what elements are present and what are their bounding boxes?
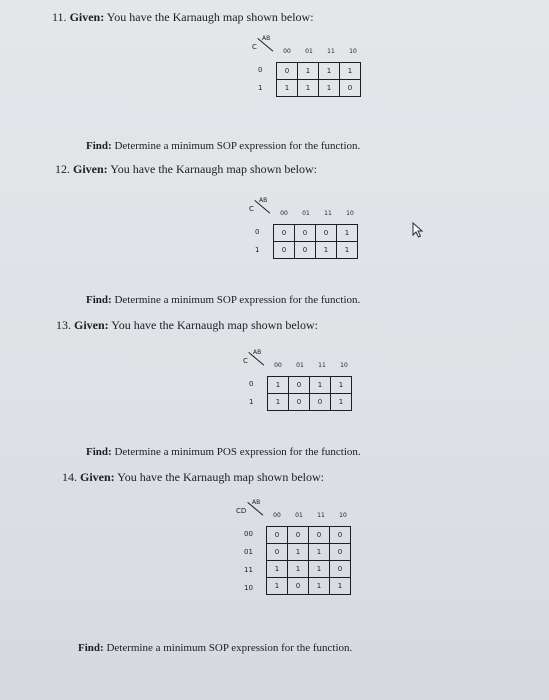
kmap-row-label: 01 (244, 548, 253, 556)
kmap-row (277, 63, 361, 80)
problem-13-given-line (56, 318, 318, 333)
kmap-column-header: 10 (340, 362, 348, 369)
kmap-cell: 1 (319, 80, 340, 97)
kmap-cell: 1 (331, 394, 352, 411)
given-text: You have the Karnaugh map shown below: (106, 10, 314, 24)
problem-11-given-line (52, 10, 314, 25)
kmap-top-variable: AB (252, 499, 261, 506)
kmap-column-header: 10 (346, 210, 354, 217)
kmap-cell: 1 (340, 63, 361, 80)
kmap-row-label: 0 (255, 228, 260, 236)
kmap-cell: 1 (298, 80, 319, 97)
kmap-column-header: 01 (296, 362, 304, 369)
problem-number: 12. (55, 162, 70, 176)
kmap-cell: 0 (289, 377, 310, 394)
kmap-row-label: 1 (255, 246, 260, 254)
kmap-cell: 0 (309, 527, 330, 544)
kmap-row-label: 00 (244, 530, 253, 538)
problem-14-find-line (78, 642, 352, 654)
kmap-cell: 1 (319, 63, 340, 80)
problem-number: 13. (56, 318, 71, 332)
kmap-top-variable: AB (262, 35, 271, 42)
kmap-13 (243, 349, 352, 411)
kmap-cell: 0 (288, 578, 309, 595)
find-text: Determine a minimum SOP expression for the function. (114, 294, 361, 306)
kmap-12 (249, 197, 358, 259)
kmap-grid (273, 224, 358, 259)
kmap-column-header: 01 (302, 210, 310, 217)
kmap-grid (266, 526, 351, 595)
kmap-column-header: 11 (318, 362, 326, 369)
kmap-cell: 0 (274, 225, 295, 242)
given-label: Given: (74, 318, 109, 332)
kmap-cell: 1 (267, 561, 288, 578)
kmap-cell: 1 (310, 377, 331, 394)
kmap-row-label: 11 (244, 566, 253, 574)
kmap-cell: 1 (309, 578, 330, 595)
kmap-column-header: 00 (280, 210, 288, 217)
kmap-column-header: 01 (305, 48, 313, 55)
kmap-row (267, 578, 351, 595)
kmap-cell: 0 (340, 80, 361, 97)
find-label: Find: (86, 140, 112, 152)
kmap-grid (267, 376, 352, 411)
kmap-cell: 0 (295, 242, 316, 259)
kmap-column-header: 00 (274, 362, 282, 369)
kmap-row-label: 0 (258, 66, 263, 74)
find-text: Determine a minimum POS expression for the function. (114, 446, 361, 458)
kmap-cell: 1 (268, 394, 289, 411)
kmap-column-header: 01 (295, 512, 303, 519)
kmap-cell: 1 (330, 578, 351, 595)
kmap-cell: 1 (288, 561, 309, 578)
kmap-cell: 0 (330, 544, 351, 561)
kmap-row (267, 544, 351, 561)
given-label: Given: (80, 470, 115, 484)
kmap-row-label: 10 (244, 584, 253, 592)
find-label: Find: (78, 642, 104, 654)
kmap-row (274, 225, 358, 242)
kmap-top-variable: AB (253, 349, 262, 356)
kmap-row (268, 377, 352, 394)
find-text: Determine a minimum SOP expression for the function. (106, 642, 353, 654)
kmap-cell: 1 (337, 225, 358, 242)
kmap-cell: 1 (309, 544, 330, 561)
kmap-top-variable: AB (259, 197, 268, 204)
kmap-side-variable: CD (236, 507, 247, 515)
find-label: Find: (86, 446, 112, 458)
kmap-cell: 0 (267, 527, 288, 544)
kmap-cell: 1 (288, 544, 309, 561)
given-label: Given: (73, 162, 108, 176)
kmap-column-header: 11 (327, 48, 335, 55)
kmap-cell: 1 (309, 561, 330, 578)
kmap-column-header: 10 (339, 512, 347, 519)
given-text: You have the Karnaugh map shown below: (117, 470, 324, 484)
kmap-row (277, 80, 361, 97)
kmap-side-variable: C (243, 357, 248, 365)
mouse-pointer-icon (411, 222, 425, 243)
kmap-column-header: 11 (317, 512, 325, 519)
problem-number: 14. (62, 470, 77, 484)
kmap-cell: 1 (268, 377, 289, 394)
kmap-cell: 0 (277, 63, 298, 80)
given-text: You have the Karnaugh map shown below: (111, 318, 318, 332)
kmap-row (267, 527, 351, 544)
kmap-14 (236, 499, 351, 595)
find-label: Find: (86, 294, 112, 306)
kmap-cell: 0 (310, 394, 331, 411)
kmap-column-header: 00 (283, 48, 291, 55)
problem-14-given-line (62, 470, 324, 485)
kmap-row-label: 0 (249, 380, 254, 388)
kmap-cell: 1 (298, 63, 319, 80)
kmap-grid (276, 62, 361, 97)
kmap-column-header: 00 (273, 512, 281, 519)
kmap-cell: 1 (331, 377, 352, 394)
kmap-cell: 0 (267, 544, 288, 561)
find-text: Determine a minimum SOP expression for the function. (114, 140, 361, 152)
kmap-cell: 0 (316, 225, 337, 242)
problem-number: 11. (52, 10, 67, 24)
kmap-cell: 0 (330, 561, 351, 578)
given-label: Given: (69, 10, 105, 24)
kmap-column-header: 11 (324, 210, 332, 217)
kmap-cell: 1 (267, 578, 288, 595)
problem-12-given-line (55, 162, 317, 177)
kmap-row (268, 394, 352, 411)
kmap-cell: 0 (274, 242, 295, 259)
kmap-cell: 1 (316, 242, 337, 259)
kmap-row-label: 1 (258, 84, 263, 92)
kmap-11 (252, 35, 361, 97)
kmap-row (274, 242, 358, 259)
kmap-cell: 1 (277, 80, 298, 97)
kmap-row-label: 1 (249, 398, 254, 406)
problem-13-find-line (86, 446, 361, 458)
kmap-side-variable: C (252, 43, 257, 51)
kmap-cell: 0 (289, 394, 310, 411)
kmap-cell: 0 (295, 225, 316, 242)
kmap-cell: 1 (337, 242, 358, 259)
problem-12-find-line (86, 294, 360, 306)
kmap-row (267, 561, 351, 578)
given-text: You have the Karnaugh map shown below: (110, 162, 317, 176)
kmap-cell: 0 (330, 527, 351, 544)
problem-11-find-line (86, 140, 360, 152)
kmap-cell: 0 (288, 527, 309, 544)
kmap-column-header: 10 (349, 48, 357, 55)
kmap-side-variable: C (249, 205, 254, 213)
